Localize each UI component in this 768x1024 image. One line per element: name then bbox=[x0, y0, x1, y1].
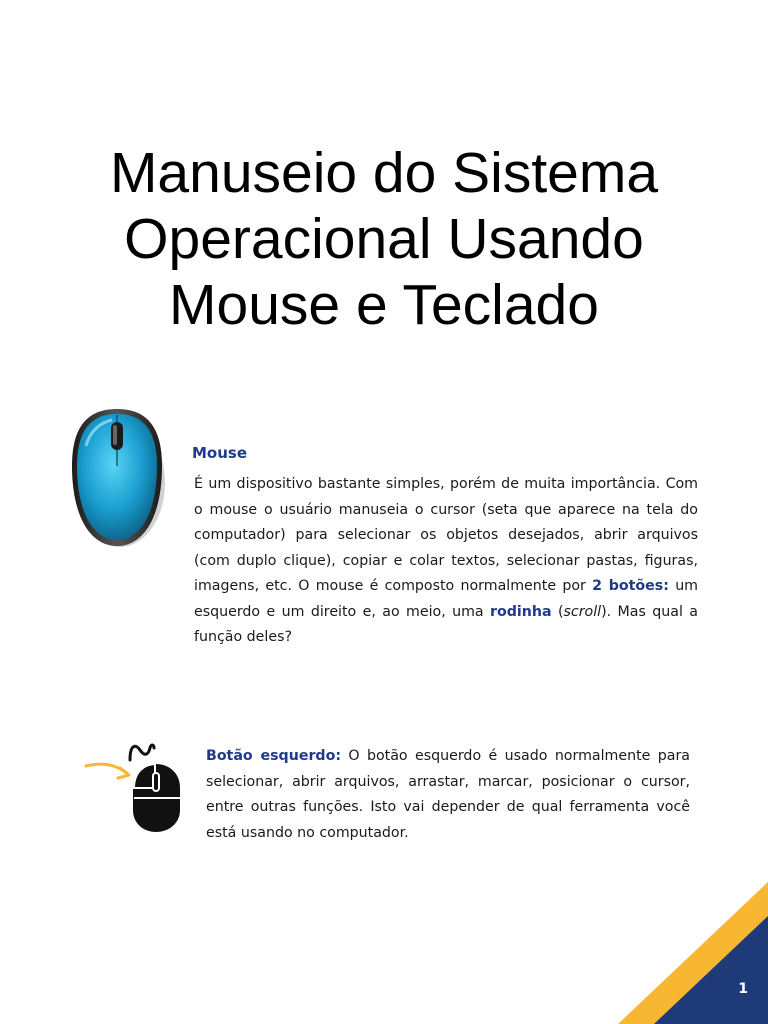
left-button-text: O botão esquerdo é usado normalmente para selecionar, abrir arquivos, arrastar, marcar, posicionar o cursor, entre outras funções. Isto vai depender de qual ferramenta você está usando no computador. bbox=[206, 748, 690, 841]
corner-decoration bbox=[618, 882, 768, 1024]
title-line-1: Manuseio do Sistema bbox=[109, 141, 659, 205]
mouse-text-1: É um dispositivo bastante simples, porém de muita importância. Com o mouse o usuário manuseia o cursor (seta que aparece na tela do computador) para selecionar os objetos desejados, abrir arquivos (com duplo clique), copiar e colar textos, selecionar pastas, figuras, imagens, etc. O mouse é composto normalmente por bbox=[194, 476, 698, 594]
left-button-description bbox=[206, 744, 690, 846]
page-number: 1 bbox=[738, 981, 748, 997]
left-click-mouse-icon bbox=[84, 742, 188, 834]
mouse-text-3: ( bbox=[551, 603, 564, 620]
mouse-heading: Mouse bbox=[192, 444, 248, 462]
highlight-buttons: 2 botões: bbox=[592, 578, 669, 594]
mouse-description bbox=[194, 472, 698, 651]
highlight-wheel: rodinha bbox=[490, 603, 552, 620]
page-title bbox=[0, 140, 768, 338]
title-line-3: Mouse e Teclado bbox=[169, 273, 599, 337]
mouse-text-2: um esquerdo e um direito e, ao meio, uma bbox=[194, 578, 699, 620]
blue-mouse-icon bbox=[68, 406, 168, 551]
scroll-term: scroll bbox=[563, 603, 602, 620]
mouse-text-4: ). Mas qual a função deles? bbox=[194, 603, 699, 645]
title-line-2: Operacional Usando bbox=[124, 207, 644, 271]
left-button-label: Botão esquerdo: bbox=[206, 748, 342, 764]
